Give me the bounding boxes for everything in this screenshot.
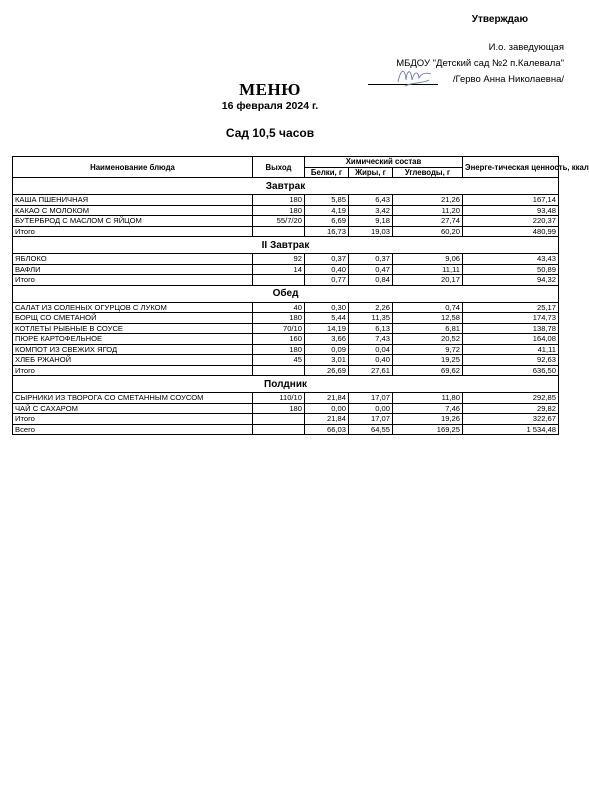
- total-carbs: 20,17: [393, 275, 463, 286]
- approval-name: /Герво Анна Николаевна/: [452, 74, 564, 85]
- total-output-empty: [253, 365, 305, 376]
- dish-name: СЫРНИКИ ИЗ ТВОРОГА СО СМЕТАННЫМ СОУСОМ: [13, 393, 253, 404]
- dish-name: БУТЕРБРОД С МАСЛОМ С ЯЙЦОМ: [13, 216, 253, 227]
- total-label: Итого: [13, 365, 253, 376]
- total-carbs: 60,20: [393, 226, 463, 237]
- menu-table: [12, 156, 589, 435]
- dish-energy: 93,48: [463, 205, 559, 216]
- dish-carbs: 12,58: [393, 313, 463, 324]
- total-energy: 322,67: [463, 414, 559, 425]
- dish-protein: 14,19: [305, 323, 349, 334]
- grand-total-energy: 1 534,48: [463, 424, 559, 435]
- total-protein: 26,69: [305, 365, 349, 376]
- dish-output: 45: [253, 355, 305, 366]
- dish-name: ВАФЛИ: [13, 264, 253, 275]
- dish-carbs: 11,80: [393, 393, 463, 404]
- dish-energy: 164,08: [463, 334, 559, 345]
- dish-fat: 17,07: [349, 393, 393, 404]
- total-row: [13, 226, 559, 237]
- table-row: [13, 205, 559, 216]
- table-row: [13, 264, 559, 275]
- table-row: [13, 323, 559, 334]
- dish-name: САЛАТ ИЗ СОЛЕНЫХ ОГУРЦОВ С ЛУКОМ: [13, 302, 253, 313]
- dish-energy: 292,85: [463, 393, 559, 404]
- total-protein: 0,77: [305, 275, 349, 286]
- total-carbs: 19,26: [393, 414, 463, 425]
- dish-energy: 220,37: [463, 216, 559, 227]
- dish-carbs: 0,74: [393, 302, 463, 313]
- dish-protein: 6,69: [305, 216, 349, 227]
- dish-output: 180: [253, 313, 305, 324]
- dish-fat: 7,43: [349, 334, 393, 345]
- dish-energy: 138,78: [463, 323, 559, 334]
- table-row: [13, 355, 559, 366]
- dish-fat: 0,40: [349, 355, 393, 366]
- total-output-empty: [253, 275, 305, 286]
- total-protein: 16,73: [305, 226, 349, 237]
- dish-output: 55/7/20: [253, 216, 305, 227]
- dish-energy: 50,89: [463, 264, 559, 275]
- dish-name: КАША ПШЕНИЧНАЯ: [13, 195, 253, 206]
- header-carbs: Углеводы, г: [393, 167, 463, 178]
- approval-institution: МБДОУ "Детский сад №2 п.Калевала": [396, 58, 564, 69]
- grand-total-output-empty: [253, 424, 305, 435]
- dish-carbs: 9,72: [393, 344, 463, 355]
- dish-protein: 0,40: [305, 264, 349, 275]
- menu-body: [13, 178, 559, 435]
- section-title: Завтрак: [13, 178, 559, 195]
- dish-fat: 6,43: [349, 195, 393, 206]
- dish-name: ХЛЕБ РЖАНОЙ: [13, 355, 253, 366]
- dish-fat: 2,26: [349, 302, 393, 313]
- header-fat: Жиры, г: [349, 167, 393, 178]
- dish-energy: 25,17: [463, 302, 559, 313]
- grand-total-protein: 66,03: [305, 424, 349, 435]
- dish-carbs: 27,74: [393, 216, 463, 227]
- dish-energy: 174,73: [463, 313, 559, 324]
- table-row: [13, 344, 559, 355]
- dish-fat: 0,47: [349, 264, 393, 275]
- total-row: [13, 275, 559, 286]
- total-label: Итого: [13, 275, 253, 286]
- dish-protein: 0,30: [305, 302, 349, 313]
- dish-energy: 43,43: [463, 254, 559, 265]
- dish-name: ПЮРЕ КАРТОФЕЛЬНОЕ: [13, 334, 253, 345]
- page-title: МЕНЮ: [239, 80, 301, 99]
- dish-output: 180: [253, 403, 305, 414]
- grand-total-row: [13, 424, 559, 435]
- dish-output: 70/10: [253, 323, 305, 334]
- menu-date: 16 февраля 2024 г.: [221, 100, 319, 112]
- section-title: II Завтрак: [13, 237, 559, 254]
- header-output: Выход: [253, 157, 305, 178]
- group-label: Сад 10,5 часов: [225, 126, 315, 140]
- dish-fat: 11,35: [349, 313, 393, 324]
- dish-fat: 6,13: [349, 323, 393, 334]
- dish-protein: 4,19: [305, 205, 349, 216]
- total-fat: 27,61: [349, 365, 393, 376]
- dish-name: ЯБЛОКО: [13, 254, 253, 265]
- dish-energy: 29,82: [463, 403, 559, 414]
- section-title: Обед: [13, 285, 559, 302]
- dish-carbs: 7,46: [393, 403, 463, 414]
- dish-protein: 0,00: [305, 403, 349, 414]
- dish-protein: 5,85: [305, 195, 349, 206]
- dish-fat: 0,04: [349, 344, 393, 355]
- dish-name: КАКАО С МОЛОКОМ: [13, 205, 253, 216]
- total-label: Итого: [13, 414, 253, 425]
- total-output-empty: [253, 226, 305, 237]
- dish-name: ЧАЙ С САХАРОМ: [13, 403, 253, 414]
- dish-protein: 3,01: [305, 355, 349, 366]
- header-dish-name: Наименование блюда: [13, 157, 253, 178]
- total-fat: 19,03: [349, 226, 393, 237]
- header-chemical: Химический состав: [305, 157, 463, 168]
- dish-protein: 3,66: [305, 334, 349, 345]
- table-row: [13, 216, 559, 227]
- dish-energy: 167,14: [463, 195, 559, 206]
- dish-name: КОТЛЕТЫ РЫБНЫЕ В СОУСЕ: [13, 323, 253, 334]
- table-row: [13, 302, 559, 313]
- section-header-row: [13, 285, 559, 302]
- table-row: [13, 403, 559, 414]
- total-energy: 480,99: [463, 226, 559, 237]
- total-label: Итого: [13, 226, 253, 237]
- grand-total-label: Всего: [13, 424, 253, 435]
- table-row: [13, 313, 559, 324]
- section-header-row: [13, 376, 559, 393]
- total-carbs: 69,62: [393, 365, 463, 376]
- total-protein: 21,84: [305, 414, 349, 425]
- dish-output: 180: [253, 195, 305, 206]
- dish-energy: 41,11: [463, 344, 559, 355]
- dish-carbs: 11,11: [393, 264, 463, 275]
- dish-fat: 0,00: [349, 403, 393, 414]
- dish-output: 180: [253, 344, 305, 355]
- header-energy: Энерге-тическая ценность, ккал: [463, 157, 559, 178]
- dish-fat: 9,18: [349, 216, 393, 227]
- dish-protein: 5,44: [305, 313, 349, 324]
- approval-position: И.о. заведующая: [488, 42, 564, 53]
- dish-output: 180: [253, 205, 305, 216]
- header-protein: Белки, г: [305, 167, 349, 178]
- dish-output: 40: [253, 302, 305, 313]
- dish-energy: 92,63: [463, 355, 559, 366]
- dish-carbs: 19,25: [393, 355, 463, 366]
- total-fat: 17,07: [349, 414, 393, 425]
- dish-carbs: 11,20: [393, 205, 463, 216]
- dish-name: КОМПОТ ИЗ СВЕЖИХ ЯГОД: [13, 344, 253, 355]
- dish-fat: 0,37: [349, 254, 393, 265]
- section-title: Полдник: [13, 376, 559, 393]
- dish-protein: 21,84: [305, 393, 349, 404]
- dish-carbs: 21,26: [393, 195, 463, 206]
- table-row: [13, 393, 559, 404]
- dish-protein: 0,37: [305, 254, 349, 265]
- total-energy: 94,32: [463, 275, 559, 286]
- dish-fat: 3,42: [349, 205, 393, 216]
- dish-carbs: 20,52: [393, 334, 463, 345]
- total-row: [13, 365, 559, 376]
- section-header-row: [13, 178, 559, 195]
- grand-total-fat: 64,55: [349, 424, 393, 435]
- dish-carbs: 9,06: [393, 254, 463, 265]
- section-header-row: [13, 237, 559, 254]
- dish-carbs: 6,81: [393, 323, 463, 334]
- grand-total-carbs: 169,25: [393, 424, 463, 435]
- dish-output: 92: [253, 254, 305, 265]
- total-row: [13, 414, 559, 425]
- dish-name: БОРЩ СО СМЕТАНОЙ: [13, 313, 253, 324]
- dish-protein: 0,09: [305, 344, 349, 355]
- total-output-empty: [253, 414, 305, 425]
- table-row: [13, 195, 559, 206]
- approval-title: Утверждаю: [471, 14, 528, 25]
- dish-output: 110/10: [253, 393, 305, 404]
- dish-output: 160: [253, 334, 305, 345]
- table-row: [13, 334, 559, 345]
- dish-output: 14: [253, 264, 305, 275]
- total-fat: 0,84: [349, 275, 393, 286]
- total-energy: 636,50: [463, 365, 559, 376]
- table-row: [13, 254, 559, 265]
